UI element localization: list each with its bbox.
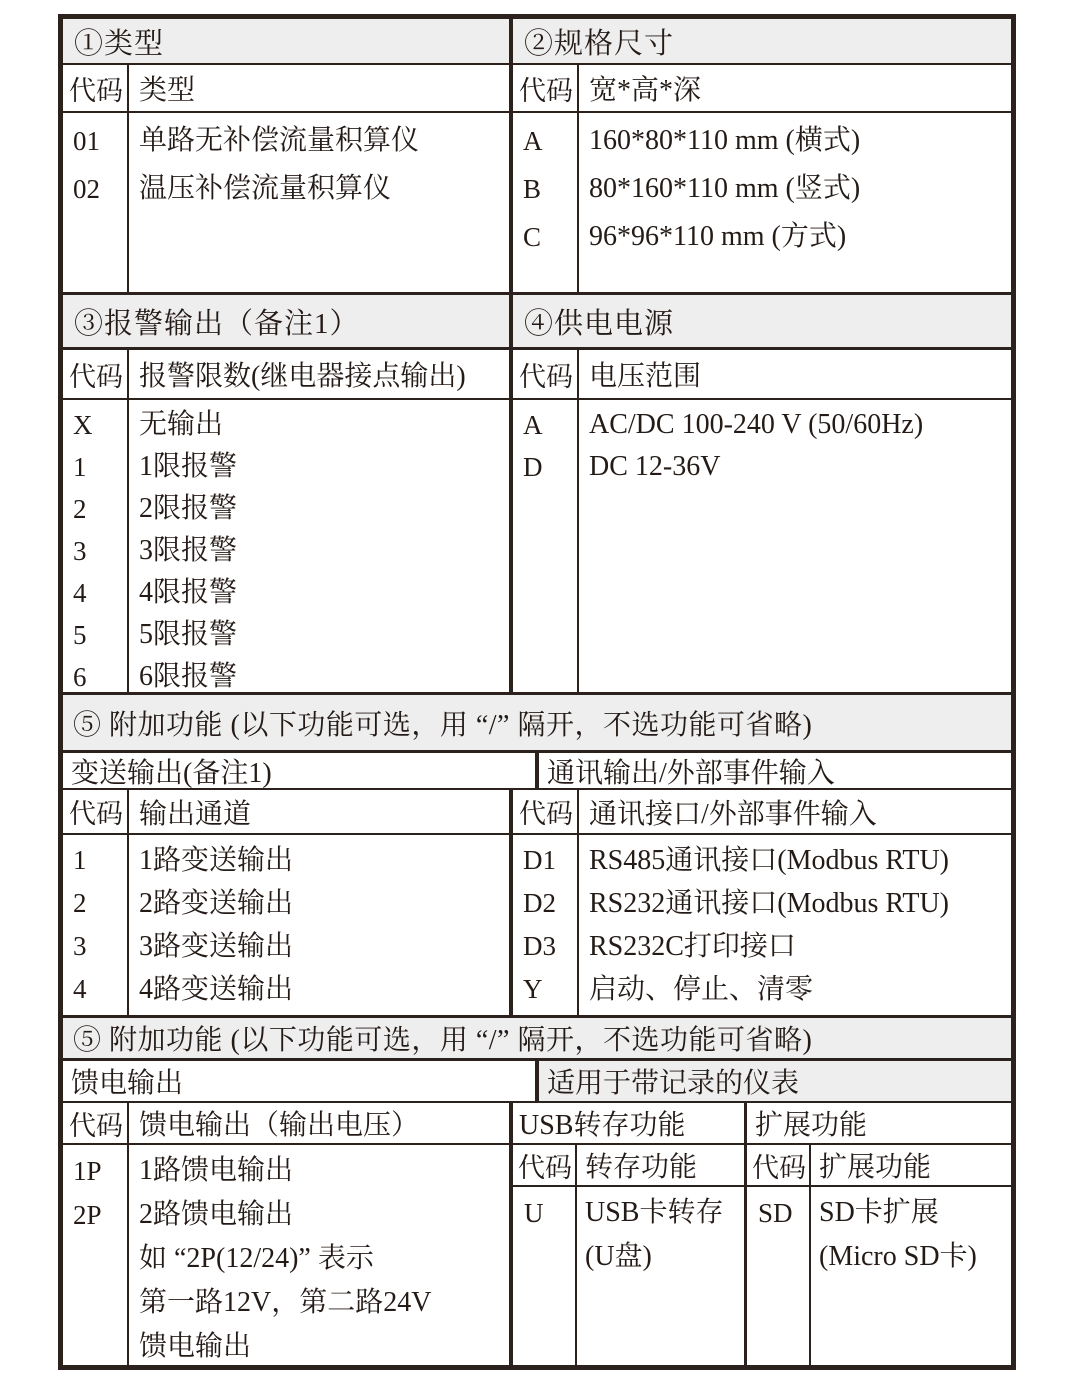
transmit-codes (63, 835, 129, 1015)
code-value: Y (523, 974, 543, 1004)
size-codes (513, 113, 579, 292)
code-value: 4 (73, 974, 87, 1004)
desc-value: 3路变送输出 (139, 931, 294, 962)
code-value: C (523, 222, 542, 252)
comm-title: 通讯输出/外部事件输入 (547, 757, 835, 789)
transmit-desc-header: 输出通道 (139, 798, 252, 830)
alarm-code-header: 代码 (63, 350, 129, 398)
desc-value: 启动、停止、清零 (589, 974, 814, 1005)
section-header-row-1 (63, 19, 1011, 65)
usb-code (513, 1187, 577, 1365)
desc-value: 2路馈电输出 (139, 1199, 294, 1230)
body-row-2 (63, 400, 1011, 695)
code-value: B (523, 174, 542, 204)
alarm-descs (129, 400, 509, 692)
desc-value: 160*80*110 mm (横式) (589, 125, 861, 156)
note-text: ⑤ 附加功能 (以下功能可选，用 “/” 隔开，不选功能可省略) (63, 1018, 1011, 1058)
column-header-row-3 (63, 790, 1011, 835)
desc-value: (Micro SD卡) (819, 1241, 977, 1272)
desc-value: 如 “2P(12/24)” 表示 (139, 1243, 374, 1274)
feed-descs (129, 1145, 509, 1365)
record-body (513, 1187, 1011, 1365)
code-value: D (523, 452, 543, 482)
usb-desc-header: 转存功能 (585, 1152, 698, 1183)
desc-value: SD卡扩展 (819, 1197, 939, 1228)
desc-value: 温压补偿流量积算仪 (139, 173, 392, 204)
subsection-header-row-2 (63, 1061, 1011, 1103)
desc-value: 2限报警 (139, 493, 238, 524)
desc-value: 馈电输出 (139, 1331, 252, 1362)
comm-code-header: 代码 (513, 790, 579, 833)
code-value: 2 (73, 888, 87, 918)
record-title: 适用于带记录的仪表 (539, 1061, 1011, 1101)
section-type-title: ①类型 (63, 19, 513, 63)
model-selection-table (58, 14, 1016, 1370)
type-descs (129, 113, 509, 292)
desc-value: 1限报警 (139, 451, 238, 482)
code-value: 3 (73, 931, 87, 961)
code-value: D2 (523, 888, 556, 918)
code-value: 2 (73, 494, 87, 524)
additional-functions-note-2 (63, 1018, 1011, 1061)
desc-value: DC 12-36V (589, 451, 721, 482)
size-code-header: 代码 (513, 65, 579, 111)
desc-value: USB卡转存 (585, 1197, 724, 1228)
type-desc-header: 类型 (139, 75, 196, 106)
comm-codes (513, 835, 579, 1015)
desc-value: 1路变送输出 (139, 845, 294, 876)
code-value: 4 (73, 578, 87, 608)
power-code-header: 代码 (513, 350, 579, 398)
body-row-3 (63, 835, 1011, 1018)
code-value: A (523, 126, 543, 156)
code-value: 02 (73, 174, 100, 204)
code-value: X (73, 410, 93, 440)
desc-value: 80*160*110 mm (竖式) (589, 173, 861, 204)
size-desc-header: 宽*高*深 (589, 75, 702, 106)
desc-value: RS232通讯接口(Modbus RTU) (589, 888, 950, 919)
type-code-header: 代码 (63, 65, 129, 111)
code-value: D3 (523, 931, 556, 961)
desc-value: 2路变送输出 (139, 888, 294, 919)
feed-title: 馈电输出 (63, 1061, 539, 1101)
section-power-title: ④供电电源 (513, 295, 1011, 347)
feed-code-header: 代码 (63, 1103, 129, 1143)
transmit-code-header: 代码 (63, 790, 129, 833)
code-value: A (523, 410, 543, 440)
code-value: 6 (73, 662, 87, 692)
ext-code (747, 1187, 811, 1365)
code-value: D1 (523, 845, 556, 875)
desc-value: (U盘) (585, 1241, 652, 1272)
code-value: U (524, 1198, 544, 1228)
column-header-row-1 (63, 65, 1011, 113)
alarm-desc-header: 报警限数(继电器接点输出) (139, 361, 466, 392)
ext-code-header: 代码 (747, 1145, 811, 1185)
ext-desc (811, 1187, 1011, 1365)
power-codes (513, 400, 579, 692)
size-descs (579, 113, 1011, 292)
column-header-row-5 (513, 1145, 1011, 1187)
usb-code-header: 代码 (513, 1145, 577, 1185)
power-desc-header: 电压范围 (589, 361, 702, 392)
code-value: 3 (73, 536, 87, 566)
code-value: SD (758, 1198, 793, 1228)
alarm-codes (63, 400, 129, 692)
section-header-row-2 (63, 295, 1011, 350)
desc-value: 无输出 (139, 409, 224, 440)
desc-value: 第一路12V，第二路24V (139, 1287, 432, 1318)
usb-desc (577, 1187, 744, 1365)
column-header-row-2 (63, 350, 1011, 400)
desc-value: 6限报警 (139, 661, 238, 692)
comm-desc-header: 通讯接口/外部事件输入 (589, 798, 877, 830)
code-value: 1 (73, 452, 87, 482)
desc-value: 5限报警 (139, 619, 238, 650)
desc-value: RS232C打印接口 (589, 931, 796, 962)
power-descs (579, 400, 1011, 692)
code-value: 2P (73, 1200, 102, 1230)
section-size-title: ②规格尺寸 (513, 19, 1011, 63)
feed-codes (63, 1145, 129, 1365)
subsection-header-row-1 (63, 753, 1011, 790)
additional-functions-note-1 (63, 695, 1011, 753)
body-row-1 (63, 113, 1011, 295)
usb-section-header: USB转存功能 (519, 1110, 686, 1141)
desc-value: RS485通讯接口(Modbus RTU) (589, 845, 950, 876)
transmit-descs (129, 835, 509, 1015)
transmit-title: 变送输出(备注1) (63, 753, 539, 788)
desc-value: 3限报警 (139, 535, 238, 566)
desc-value: 单路无补偿流量积算仪 (139, 125, 420, 156)
feed-desc-header: 馈电输出（输出电压） (139, 1110, 420, 1141)
desc-value: 4路变送输出 (139, 974, 294, 1005)
desc-value: AC/DC 100-240 V (50/60Hz) (589, 409, 924, 440)
comm-descs (579, 835, 1011, 1015)
code-value: 01 (73, 126, 100, 156)
desc-value: 4限报警 (139, 577, 238, 608)
code-value: 1P (73, 1156, 102, 1186)
ext-section-header: 扩展功能 (755, 1110, 868, 1141)
section-alarm-title: ③报警输出（备注1） (63, 295, 513, 347)
desc-value: 96*96*110 mm (方式) (589, 221, 847, 252)
code-value: 5 (73, 620, 87, 650)
note-text: ⑤ 附加功能 (以下功能可选，用 “/” 隔开，不选功能可省略) (63, 695, 1011, 750)
ext-desc-header: 扩展功能 (819, 1152, 932, 1183)
body-row-4 (63, 1145, 1011, 1365)
type-codes (63, 113, 129, 292)
column-header-row-4 (63, 1103, 1011, 1145)
desc-value: 1路馈电输出 (139, 1155, 294, 1186)
code-value: 1 (73, 845, 87, 875)
